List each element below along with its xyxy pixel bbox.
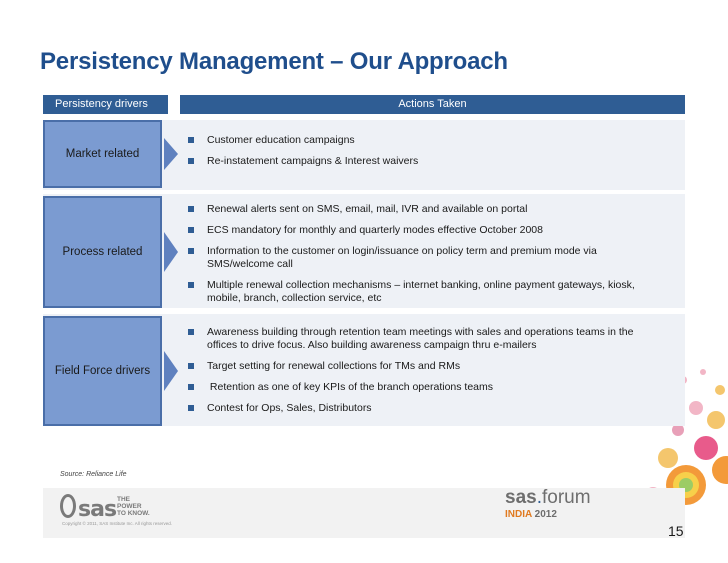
square-bullet-icon <box>188 384 194 390</box>
list-item: Re-instatement campaigns & Interest waivers <box>186 155 656 168</box>
square-bullet-icon <box>188 363 194 369</box>
list-item: ECS mandatory for monthly and quarterly modes effective October 2008 <box>186 224 656 237</box>
arrow-icon <box>164 138 178 170</box>
driver-field-force: Field Force drivers <box>43 316 162 426</box>
sas-swirl-icon <box>60 494 76 518</box>
square-bullet-icon <box>188 405 194 411</box>
source-note: Source: Reliance Life <box>60 471 127 478</box>
drivers-header: Persistency drivers <box>43 95 168 114</box>
sas-logo: sas <box>60 494 116 522</box>
arrow-icon <box>164 232 178 272</box>
page-title: Persistency Management – Our Approach <box>40 48 508 75</box>
sas-tagline: THE POWER TO KNOW. <box>117 496 150 517</box>
square-bullet-icon <box>188 329 194 335</box>
list-item: Retention as one of key KPIs of the branch operations teams <box>186 381 656 394</box>
square-bullet-icon <box>188 227 194 233</box>
list-item: Renewal alerts sent on SMS, email, mail, IVR and available on portal <box>186 203 656 216</box>
arrow-icon <box>164 351 178 391</box>
square-bullet-icon <box>188 206 194 212</box>
sas-forum-logo: sas.forum <box>505 487 591 508</box>
actions-market-list <box>186 134 656 176</box>
forum-event: INDIA 2012 <box>505 509 557 520</box>
square-bullet-icon <box>188 158 194 164</box>
driver-market-related: Market related <box>43 120 162 188</box>
square-bullet-icon <box>188 248 194 254</box>
list-item: Awareness building through retention team meetings with sales and operations teams in the offices to drive focus. Also building awareness campaign thru e-mailers <box>186 326 656 352</box>
list-item: Target setting for renewal collections for TMs and RMs <box>186 360 656 373</box>
square-bullet-icon <box>188 282 194 288</box>
driver-process-related: Process related <box>43 196 162 308</box>
copyright: Copyright © 2011, SAS Institute Inc. All rights reserved. <box>62 521 173 526</box>
list-item: Contest for Ops, Sales, Distributors <box>186 402 656 415</box>
list-item: Multiple renewal collection mechanisms – internet banking, online payment gateways, kiosk, mobile, branch, collection service, etc <box>186 279 656 305</box>
actions-fieldforce-list <box>186 326 656 423</box>
list-item: Information to the customer on login/issuance on policy term and premium mode via SMS/welcome call <box>186 245 656 271</box>
list-item: Customer education campaigns <box>186 134 656 147</box>
actions-header: Actions Taken <box>180 95 685 114</box>
square-bullet-icon <box>188 137 194 143</box>
actions-process-list <box>186 203 656 313</box>
page-number: 15 <box>668 523 684 539</box>
